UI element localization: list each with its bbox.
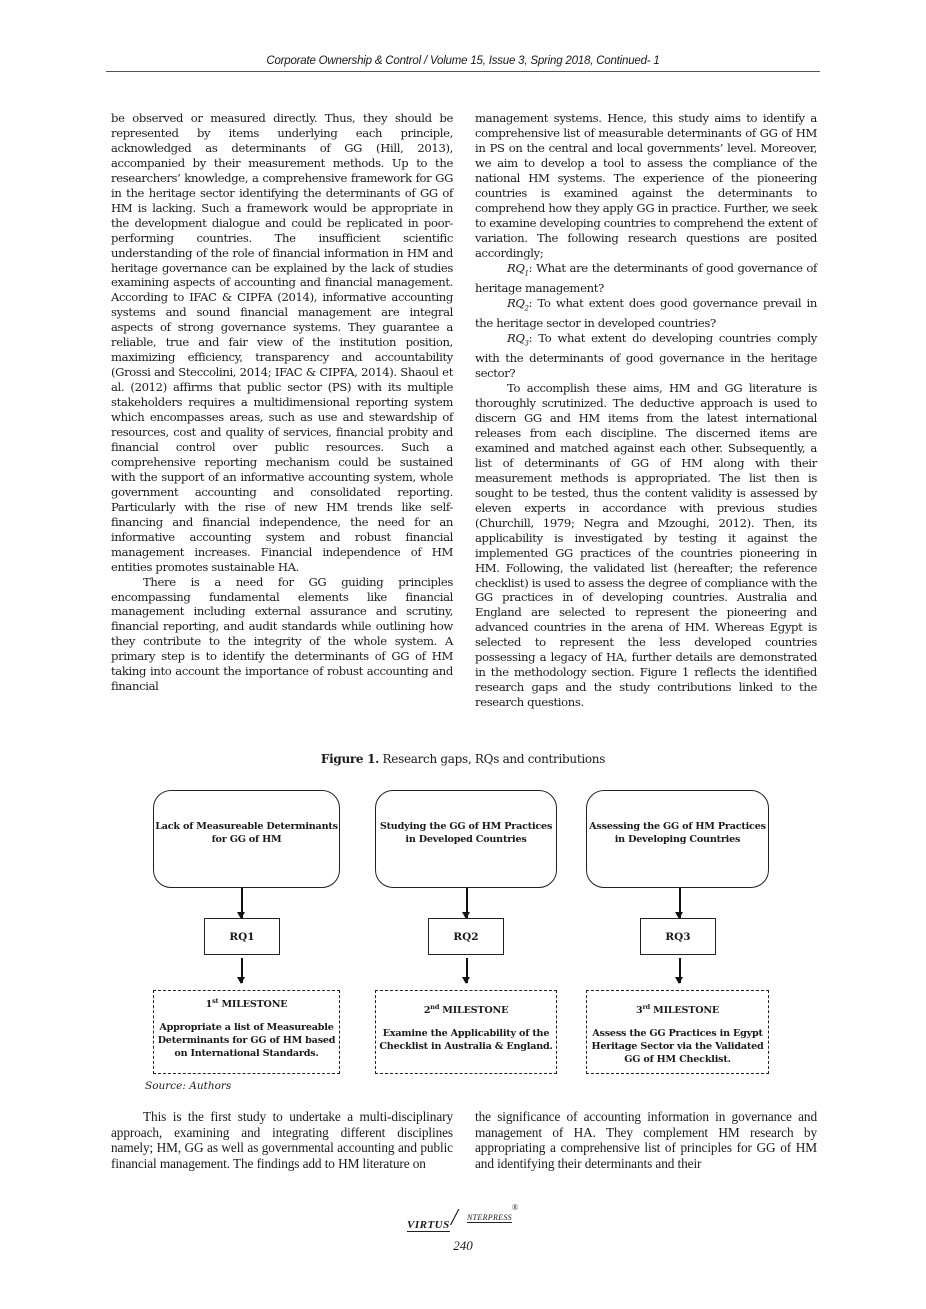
bottom-left-column [111,1109,453,1171]
rq-label: $RQ_1$ [507,260,529,277]
rq-box-3: RQ3 [640,918,716,955]
arrow-down-icon [241,888,243,918]
arrow-down-icon [679,888,681,918]
page-number: 240 [453,1238,473,1253]
research-question-1: $RQ_1$: What are the determinants of good governance of heritage management? [475,260,817,295]
publisher-logo [405,1205,525,1235]
milestone-box-1 [153,990,340,1074]
paragraph: the significance of accounting information in governance and management of HA. They complement HM research by appropriating a comprehensive list of principles for GG of HM and identifying their determinants and their [475,1109,817,1171]
milestone-title: 3rd MILESTONE [635,1003,720,1017]
running-header: Corporate Ownership & Control / Volume 15, Issue 3, Spring 2018, Continued- 1 [266,55,660,67]
milestone-text: Appropriate a list of Measureable Determinants for GG of HM based on International Standards. [157,1021,336,1059]
paragraph: be observed or measured directly. Thus, they should be represented by items underlying each principle, acknowledged as determinants of GG (Hill, 2013), accompanied by their measurement methods. Up to the researchers’ knowledge, a comprehensive framework for GG in the heritage sector identifying the determinants of GG of HM is lacking. Such a framework would be appropriate in the development dialogue and could be replicated in poor-performing countries. The insufficient scientific understanding of the role of financial information in HM and heritage governance can be explained by the lack of studies examining aspects of accounting and financial management. According to IFAC & CIPFA (2014), informative accounting systems and sound financial management are integral aspects of strong governance systems. They guarantee a reliable, true and fair view of the institution position, maximizing efficiency, transparency and accountability (Grossi and Steccolini, 2014; IFAC & CIPFA, 2014). Shaoul et al. (2012) affirms that public sector (PS) with its multiple stakeholders requires a multidimensional reporting system which encompasses areas, such as use and stewardship of resources, cost and quality of services, financial probity and financial control over public resources. Such a comprehensive reporting mechanism could be sustained with the support of an informative accounting system, whole government accounting and consolidated reporting. Particularly with the rise of new HM trends like self-financing and financial independence, the need for an informative accounting system and robust financial management increases. Financial independence of HM entities promotes sustainable HA. [111,111,453,574]
rq-label: $RQ_2$ [507,295,529,313]
rq-box-1: RQ1 [204,918,280,955]
quill-icon: / [451,1205,458,1231]
header-rule [106,71,820,72]
bottom-right-column [475,1109,817,1171]
figure-source: Source: Authors [145,1080,232,1092]
arrow-down-icon [466,958,468,983]
milestone-box-2 [375,990,557,1074]
arrow-down-icon [241,958,243,983]
gap-box-3: Assessing the GG of HM Practices in Developing Countries [586,790,769,888]
research-question-2: $RQ_2$: To what extent does good governance prevail in the heritage sector in developed countries? [475,295,817,331]
registered-mark-icon: ® [512,1203,519,1212]
rq-label: $RQ_3$ [507,330,529,348]
figure-label: Figure 1. [320,752,380,766]
paragraph: There is a need for GG guiding principles encompassing fundamental elements like financial management including external assurance and scrutiny, financial reporting, and audit standards while outlining how they contribute to the integrity of the whole system. A primary step is to identify the determinants of GG of HM taking into account the importance of robust accounting and financial [111,574,453,694]
logo-virtus-text: VIRTUS [407,1219,450,1231]
figure-caption-text: Research gaps, RQs and contributions [379,752,606,766]
milestone-title: 1st MILESTONE [205,997,288,1011]
milestone-title: 2nd MILESTONE [423,1003,509,1017]
gap-box-1: Lack of Measureable Determinants for GG of HM [153,790,340,888]
milestone-text: Examine the Applicability of the Checklist in Australia & England. [379,1027,553,1052]
research-question-3: $RQ_3$: To what extent do developing countries comply with the determinants of good governance in the heritage sector? [475,330,817,381]
arrow-down-icon [679,958,681,983]
paragraph: This is the first study to undertake a multi-disciplinary approach, examining and integrating different disciplines namely; HM, GG as well as governmental accounting and public financial management. The findings add to HM literature on [111,1109,453,1171]
gap-box-2: Studying the GG of HM Practices in Developed Countries [375,790,557,888]
left-column [111,111,453,694]
milestone-box-3 [586,990,769,1074]
arrow-down-icon [466,888,468,918]
paragraph: To accomplish these aims, HM and GG literature is thoroughly scrutinized. The deductive approach is used to discern GG and HM items from the latest international releases from each discipline. The discerned items are examined and matched against each other. Subsequently, a list of determinants of GG of HM along with their measurement methods is appropriated. The list then is sought to be tested, thus the content validity is assessed by eleven experts in accordance with previous studies (Churchill, 1979; Negra and Mzoughi, 2012). Then, its applicability is investigated by testing it against the implemented GG practices of the countries pioneering in HM. Following, the validated list (hereafter; the reference checklist) is used to assess the degree of compliance with the GG practices in of developing countries. Australia and England are selected to represent the pioneering and advanced countries in the arena of HM. Whereas Egypt is selected to represent the less developed countries possessing a legacy of HA, further details are demonstrated in the methodology section. Figure 1 reflects the identified research gaps and the study contributions linked to the research questions. [475,381,817,710]
milestone-text: Assess the GG Practices in Egypt Heritage Sector via the Validated GG of HM Checklist. [591,1027,764,1065]
paragraph: management systems. Hence, this study aims to identify a comprehensive list of measurable determinants of GG of HM in PS on the central and local governments’ level. Moreover, we aim to develop a tool to assess the compliance of the national HM systems. The experience of the pioneering countries is examined against the determinants to comprehend how they apply GG in practice. Further, we seek to examine developing countries to comprehend the extent of variation. The following research questions are posited accordingly; [475,111,817,260]
rq-box-2: RQ2 [428,918,504,955]
logo-interpress-text: NTERPRESS [467,1213,512,1222]
figure-caption [200,752,726,766]
right-column [475,111,817,710]
